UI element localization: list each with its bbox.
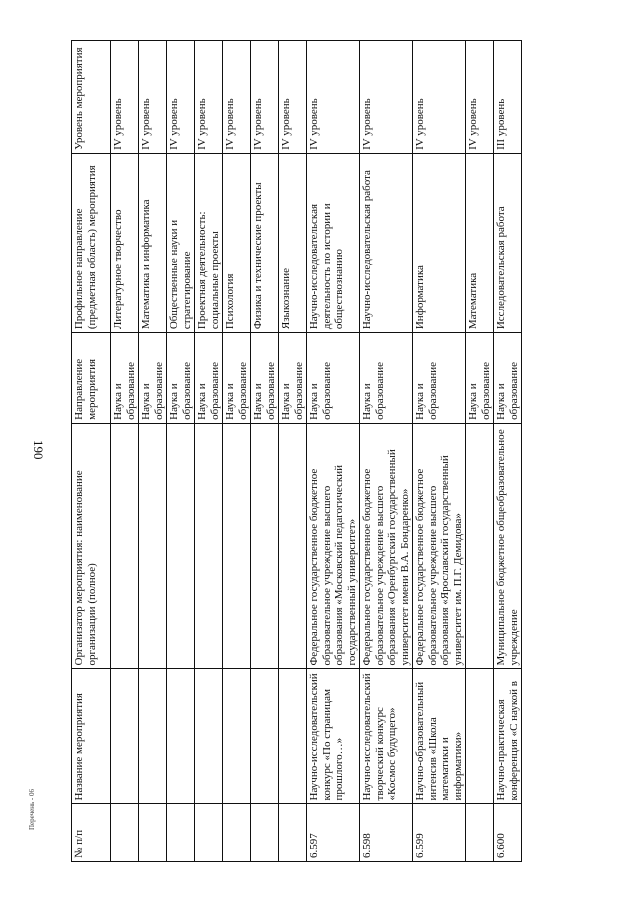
cell-organizer: Муниципальное бюджетное общеобразовательное учреждение (494, 423, 522, 669)
cell-num: 6.600 (494, 804, 522, 862)
page-number: 190 (31, 440, 46, 460)
cell-profile: Научно-исследовательская деятельность по истории и обществознанию (307, 153, 360, 332)
cell-level: IV уровень (307, 41, 360, 154)
cell-name: Научно-практическая конференция «С наукой в (494, 669, 522, 804)
cell-organizer (466, 423, 494, 669)
cell-direction: Наука и образование (413, 333, 466, 424)
table-row (494, 41, 522, 862)
cell-num (279, 804, 307, 862)
cell-profile: Научно-исследовательская работа (360, 153, 413, 332)
cell-num: 6.597 (307, 804, 360, 862)
cell-num (111, 804, 139, 862)
cell-name: Научно-исследовательский творческий конкурс «Космос будущего» (360, 669, 413, 804)
table-header-row (72, 41, 111, 862)
cell-level: IV уровень (413, 41, 466, 154)
cell-profile: Общественные науки и стратегирование (167, 153, 195, 332)
cell-direction: Наука и образование (223, 333, 251, 424)
cell-name: Научно-образовательный интенсив «Школа математики и информатики» (413, 669, 466, 804)
cell-organizer (111, 423, 139, 669)
cell-organizer (279, 423, 307, 669)
page-footer: Перечень - 06 (28, 789, 36, 830)
cell-level: IV уровень (139, 41, 167, 154)
cell-num (195, 804, 223, 862)
cell-level: IV уровень (223, 41, 251, 154)
cell-num (167, 804, 195, 862)
table-row (111, 41, 139, 862)
events-table (71, 40, 522, 862)
cell-organizer (167, 423, 195, 669)
cell-level: IV уровень (251, 41, 279, 154)
cell-organizer: Федеральное государственное бюджетное образовательное учреждение высшего образования «Московский педагогический государственный университет» (307, 423, 360, 669)
cell-level: IV уровень (466, 41, 494, 154)
cell-level: IV уровень (360, 41, 413, 154)
table-row (139, 41, 167, 862)
rotated-page-content (71, 40, 591, 862)
cell-name (279, 669, 307, 804)
cell-direction: Наука и образование (494, 333, 522, 424)
cell-direction: Наука и образование (111, 333, 139, 424)
table-row (413, 41, 466, 862)
cell-level: IV уровень (279, 41, 307, 154)
cell-direction: Наука и образование (307, 333, 360, 424)
cell-direction: Наука и образование (251, 333, 279, 424)
cell-level: IV уровень (111, 41, 139, 154)
cell-direction: Наука и образование (279, 333, 307, 424)
cell-name (167, 669, 195, 804)
cell-name (223, 669, 251, 804)
table-body (111, 41, 522, 862)
table-row (307, 41, 360, 862)
cell-organizer (251, 423, 279, 669)
header-organizer: Организатор мероприятия: наименование организации (полное) (72, 423, 111, 669)
cell-level: III уровень (494, 41, 522, 154)
cell-organizer: Федеральное государственное бюджетное образовательное учреждение высшего образования «Оренбургский государственный университет имени В.А. Бондаренко» (360, 423, 413, 669)
cell-name (251, 669, 279, 804)
header-profile: Профильное направление (предметная область) мероприятия (72, 153, 111, 332)
cell-direction: Наука и образование (167, 333, 195, 424)
cell-level: IV уровень (195, 41, 223, 154)
table-row (223, 41, 251, 862)
table-row (466, 41, 494, 862)
cell-organizer (195, 423, 223, 669)
cell-direction: Наука и образование (139, 333, 167, 424)
cell-profile: Математика (466, 153, 494, 332)
cell-organizer (139, 423, 167, 669)
cell-profile: Языкознание (279, 153, 307, 332)
cell-num (466, 804, 494, 862)
cell-num: 6.599 (413, 804, 466, 862)
table-row (167, 41, 195, 862)
cell-profile: Физика и технические проекты (251, 153, 279, 332)
cell-name (195, 669, 223, 804)
cell-num (139, 804, 167, 862)
cell-num: 6.598 (360, 804, 413, 862)
cell-profile: Психология (223, 153, 251, 332)
header-name: Название мероприятия (72, 669, 111, 804)
cell-direction: Наука и образование (360, 333, 413, 424)
cell-organizer (223, 423, 251, 669)
cell-profile: Информатика (413, 153, 466, 332)
table-row (251, 41, 279, 862)
cell-profile: Литературное творчество (111, 153, 139, 332)
cell-profile: Проектная деятельность: социальные проекты (195, 153, 223, 332)
cell-name: Научно-исследовательский конкурс «По страницам прошлого…» (307, 669, 360, 804)
table-row (279, 41, 307, 862)
cell-direction: Наука и образование (466, 333, 494, 424)
table-row (360, 41, 413, 862)
cell-name (466, 669, 494, 804)
cell-name (139, 669, 167, 804)
cell-num (251, 804, 279, 862)
table-row (195, 41, 223, 862)
cell-direction: Наука и образование (195, 333, 223, 424)
cell-level: IV уровень (167, 41, 195, 154)
cell-profile: Исследовательская работа (494, 153, 522, 332)
header-direction: Направление мероприятия (72, 333, 111, 424)
cell-num (223, 804, 251, 862)
header-level: Уровень мероприятия (72, 41, 111, 154)
cell-name (111, 669, 139, 804)
cell-organizer: Федеральное государственное бюджетное образовательное учреждение высшего образования «Ярославский государственный университет им. П.Г. Демидова» (413, 423, 466, 669)
cell-profile: Математика и информатика (139, 153, 167, 332)
header-num: № п/п (72, 804, 111, 862)
